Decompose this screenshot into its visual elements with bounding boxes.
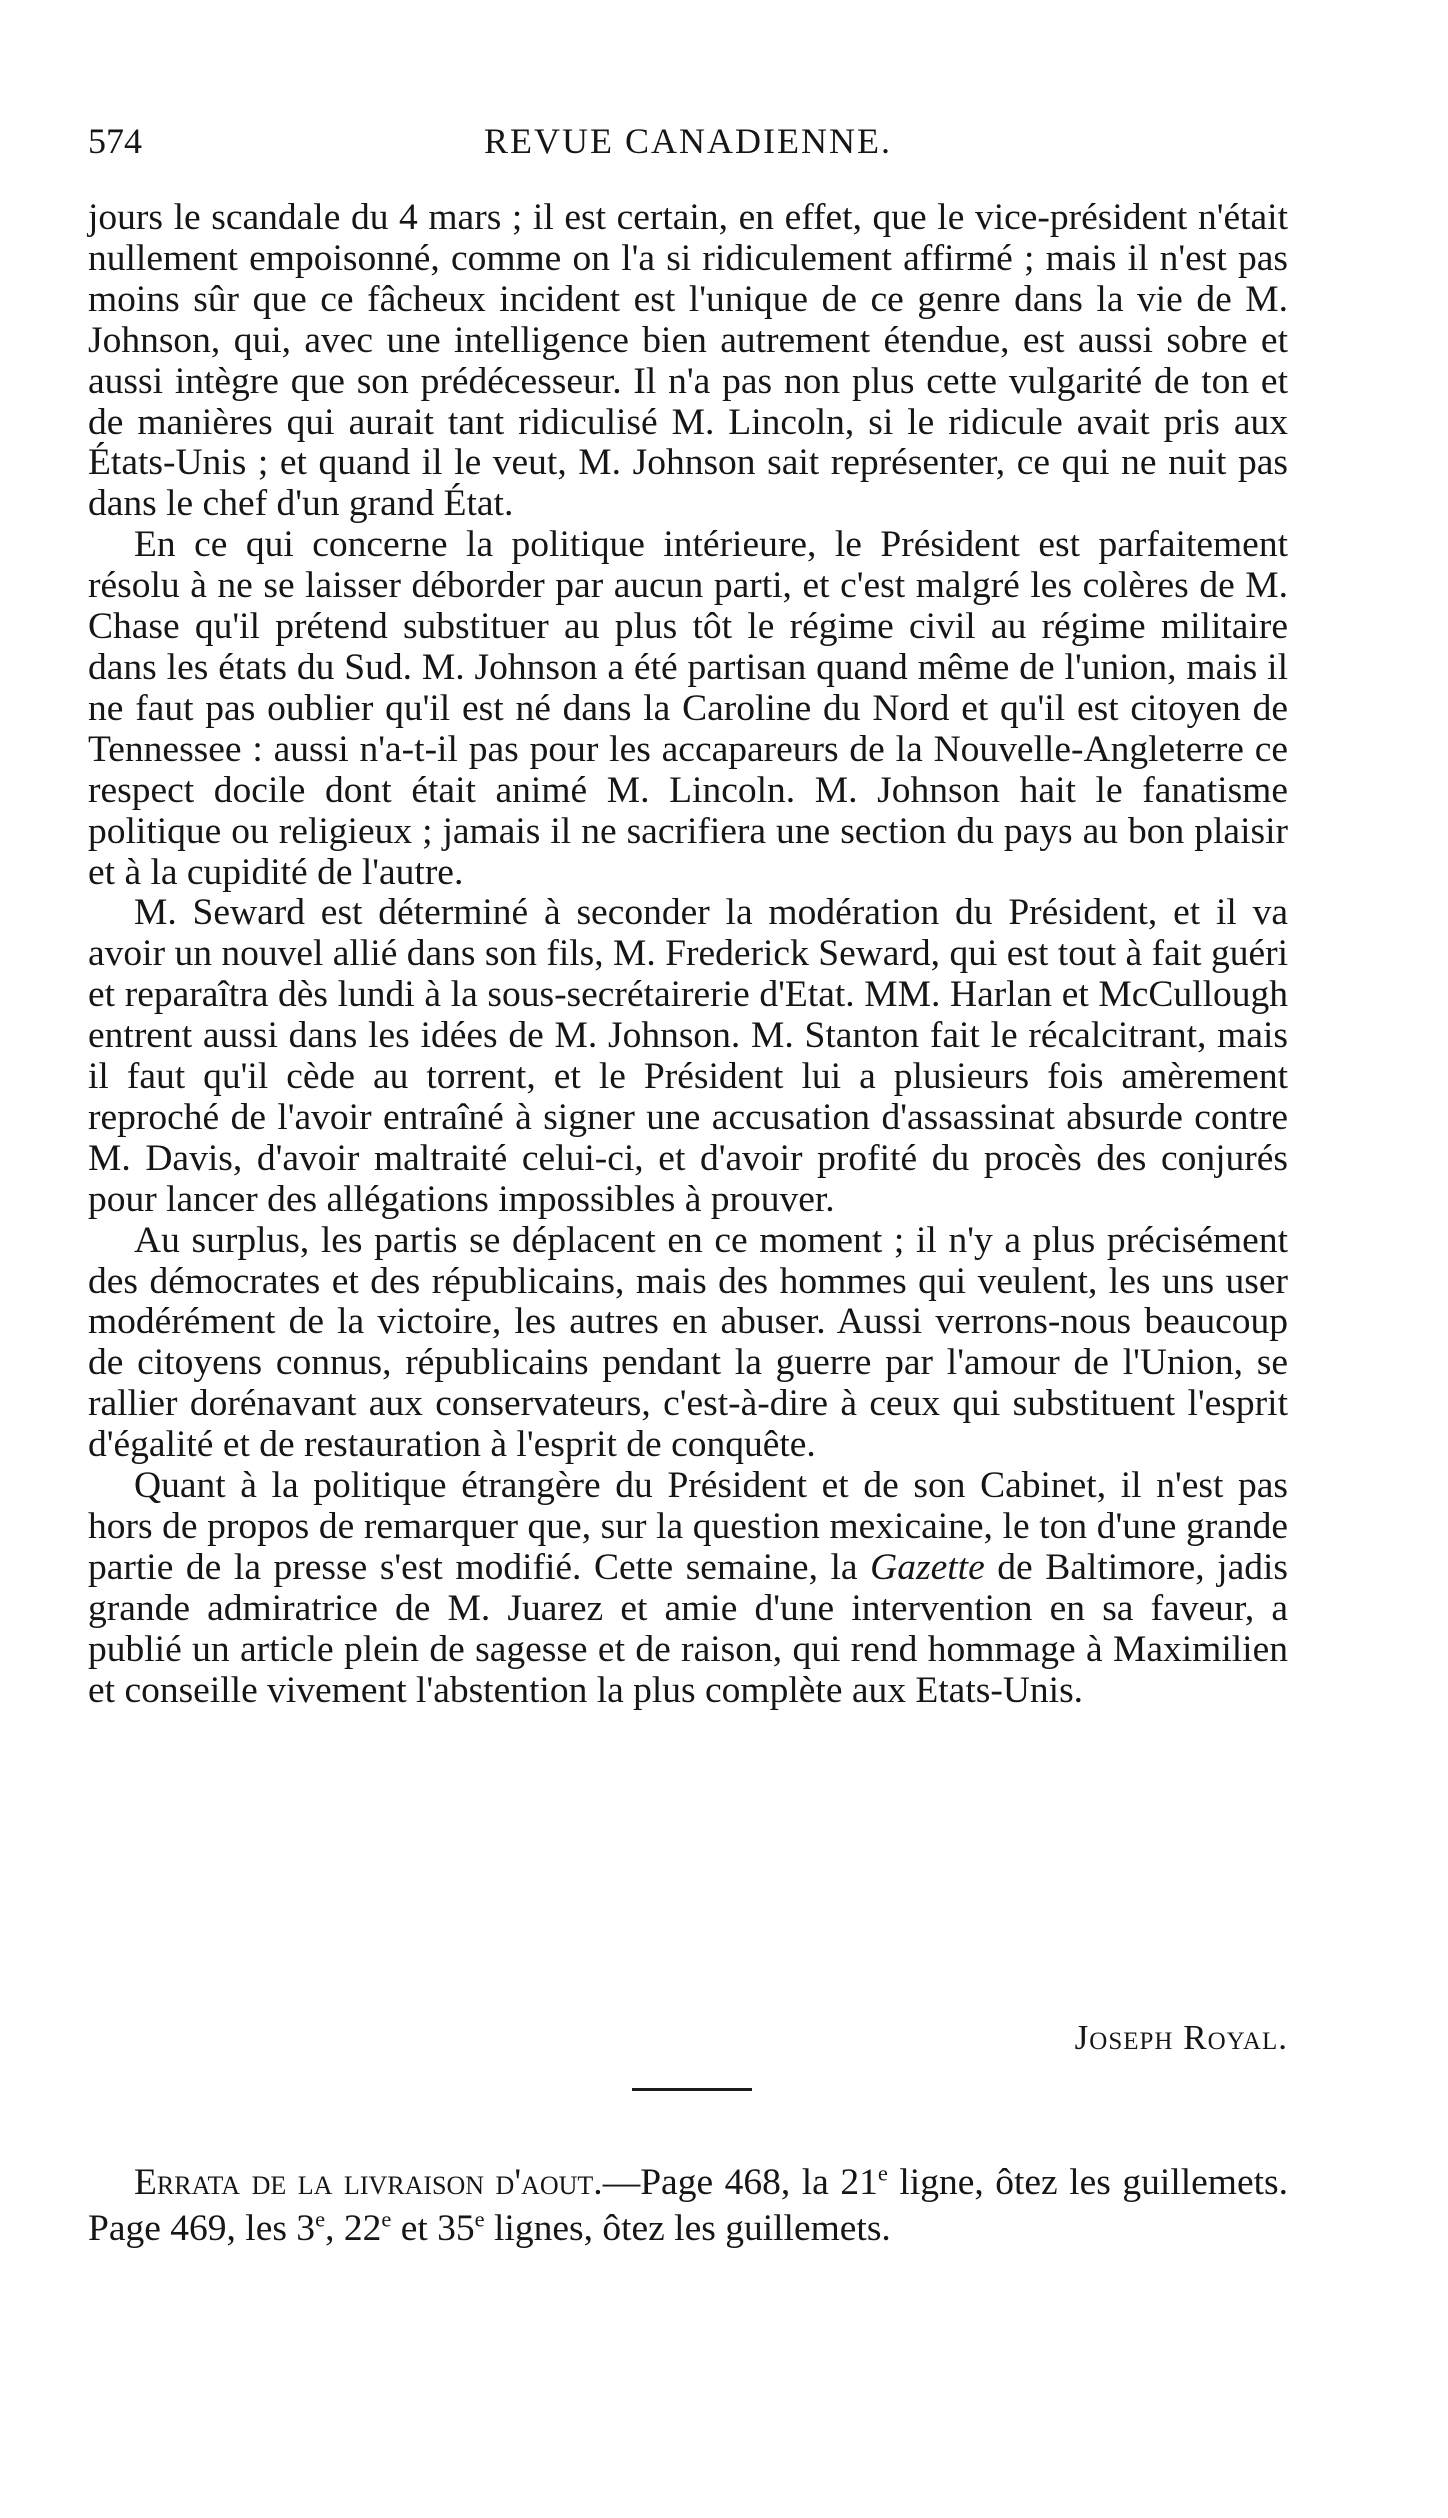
newspaper-title: Gazette [870, 1546, 985, 1588]
errata-heading: Errata de la livraison d'aout. [134, 2161, 603, 2203]
errata-sup-3: e [381, 2206, 392, 2231]
paragraph-1: jours le scandale du 4 mars ; il est certain, en effet, que le vice-président n'était nullement empoisonné, comme on l'a si ridiculement affirmé ; mais il n'est pas moins sûr que ce fâcheux incident est l'unique de ce genre dans la vie de M. Johnson, qui, avec une intelligence bien autrement étendue, est aussi sobre et aussi intègre que son prédécesseur. Il n'a pas non plus cette vulgarité de ton et de manières qui aurait tant ridiculisé M. Lincoln, si le ridicule avait pris aux États-Unis ; et quand il le veut, M. Johnson sait représenter, ce qui ne nuit pas dans le chef d'un grand État. [88, 197, 1288, 525]
errata-sup-2: e [315, 2206, 326, 2231]
errata-note [88, 2160, 1288, 2252]
errata-text-1: —Page 468, la 21 [602, 2161, 878, 2203]
paragraph-5-start: Quant à la politique étrangère du Président et de son Cabinet, il n'est pas hors de propos de remarquer que, sur la question mexicaine, le ton d'une grande partie de la presse s'est modifié. Cette semaine, la [88, 1465, 1288, 1588]
errata-text-2: ligne, ôtez les guillemets. Page 469, les 3 [88, 2161, 1288, 2249]
errata-text-4: et 35 [391, 2207, 475, 2249]
paragraph-2: En ce qui concerne la politique intérieure, le Président est parfaitement résolu à ne se laisser déborder par aucun parti, et c'est malgré les colères de M. Chase qu'il prétend substituer au plus tôt le régime civil au régime militaire dans les états du Sud. M. Johnson a été partisan quand même de l'union, mais il ne faut pas oublier qu'il est né dans la Caroline du Nord et qu'il est citoyen de Tennessee : aussi n'a-t-il pas pour les accapareurs de la Nouvelle-Angleterre ce respect docile dont était animé M. Lincoln. M. Johnson hait le fanatisme politique ou religieux ; jamais il ne sacrifiera une section du pays au bon plaisir et à la cupidité de l'autre. [88, 524, 1288, 893]
paragraph-5-end: de Baltimore, jadis grande admiratrice de M. Juarez et amie d'une intervention en sa faveur, a publié un article plein de sagesse et de raison, qui rend hommage à Maximilien et conseille vivement l'abstention la plus complète aux Etats-Unis. [88, 1546, 1288, 1711]
errata-text-3: , 22 [325, 2207, 382, 2249]
paragraph-4: Au surplus, les partis se déplacent en ce moment ; il n'y a plus précisément des démocrates et des républicains, mais des hommes qui veulent, les uns user modérément de la victoire, les autres en abuser. Aussi verrons-nous beaucoup de citoyens connus, républicains pendant la guerre par l'amour de l'Union, se rallier dorénavant aux conservateurs, c'est-à-dire à ceux qui substituent l'esprit d'égalité et de restauration à l'esprit de conquête. [88, 1219, 1288, 1466]
article-body [88, 198, 1288, 1712]
errata-text-5: lignes, ôtez les guillemets. [484, 2207, 891, 2249]
errata-sup-4: e [474, 2206, 485, 2231]
page-number: 574 [88, 121, 142, 161]
section-divider [632, 2088, 752, 2091]
paragraph-3: M. Seward est déterminé à seconder la modération du Président, et il va avoir un nouvel allié dans son fils, M. Frederick Seward, qui est tout à fait guéri et reparaîtra dès lundi à la sous-secrétairerie d'Etat. MM. Harlan et McCullough entrent aussi dans les idées de M. Johnson. M. Stanton fait le récalcitrant, mais il faut qu'il cède au torrent, et le Président lui a plusieurs fois amèrement reproché de l'avoir entraîné à signer une accusation d'assassinat absurde contre M. Davis, d'avoir maltraité celui-ci, et d'avoir profité du procès des conjurés pour lancer des allégations impossibles à prouver. [88, 892, 1288, 1220]
page-header [88, 116, 1288, 166]
errata-sup-1: e [877, 2160, 888, 2185]
running-title: REVUE CANADIENNE. [484, 121, 892, 161]
paragraph-5 [88, 1466, 1288, 1711]
author-signature: Joseph Royal. [1074, 2018, 1288, 2057]
